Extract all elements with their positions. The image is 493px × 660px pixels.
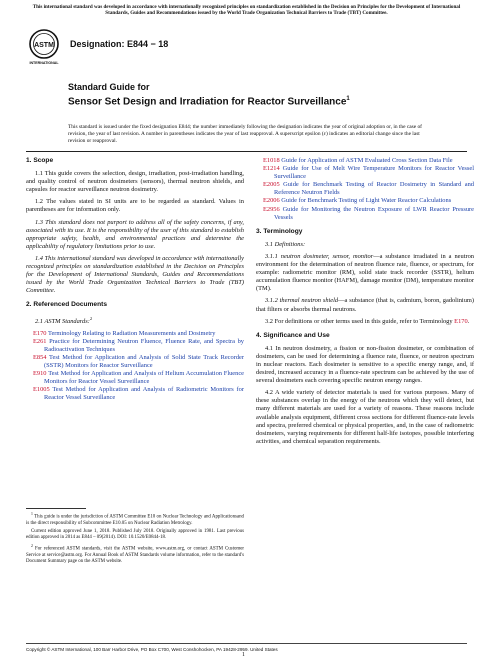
issuance-note: This standard is issued under the fixed designation E844; the number immediately following the designation indicates the year of original adoption or, in the case of revision, the year of last revision. A number in parentheses indicates the year of last reapproval. A superscript epsilon (ε) indicates an editorial change since the last revision or reapproval.: [68, 124, 422, 144]
tbt-notice: This international standard was developed in accordance with internationally recognized principles on standardization established in the Decision on Principles for the Development of International Standards, Guides and Recommendations issued by the World Trade Organization Technical Barriers to Trade (TBT) Committee.: [32, 4, 461, 17]
refdocs-intro: 2.1 ASTM Standards:$^2$: [35, 315, 93, 325]
ref-item[interactable]: E910 Test Method for Application and Analysis of Helium Accumulation Fluence Monitors for Reactor Vessel Surveillance: [33, 370, 244, 386]
terminology-p2: 3.1.1 neutron dosimeter, sensor, monitor—a substance irradiated in a neutron environment for the determination of neutron fluence rate, fluence, or spectrum, for example: radiometric monitor (RM), solid state track recorder (SSTR), helium accumulation fluence monitor (HAFM), damage monitor (DM), temperature monitor (TM).: [256, 252, 474, 293]
terminology-heading: 3. Terminology: [256, 227, 303, 235]
terminology-p1: 3.1 Definitions:: [265, 240, 306, 248]
title-line-2: Sensor Set Design and Irradiation for Reactor Surveillance$^1$: [68, 96, 350, 108]
title-footnote-marker: 1: [346, 96, 350, 102]
footnote-1: $^1$ This guide is under the jurisdiction of ASTM Committee E10 on Nuclear Technology and Applicationsand is the direct responsibility of Subcommittee E10.05 on Nuclear Radiation Metrology.: [26, 512, 244, 526]
scope-p4: 1.4 This international standard was developed in accordance with internationally recognized principles on standardization established in the Decision on Principles for the Development of International Standards, Guides and Recommendations issued by the World Trade Organization Technical Barriers to Trade (TBT) Committee.: [26, 254, 244, 295]
terminology-p3: 3.1.2 thermal neutron shield—a substance (that is, cadmium, boron, gadolinium) that filters or absorbs thermal neutrons.: [256, 297, 474, 313]
footnotes: [26, 511, 244, 568]
title-line-1: Standard Guide for: [68, 82, 150, 92]
significance-p1: 4.1 In neutron dosimetry, a fission or non-fission dosimeter, or combination of dosimeters, can be used for determining a fluence rate, fluence, or neutron spectrum in nuclear reactors. Each dosimeter is sensitive to a specific energy range, and, if desired, increased accuracy in a fluence-rate spectrum can be achieved by the use of several dosimeters each covering specific neutron energy ranges.: [256, 344, 474, 385]
ref-item[interactable]: E2005 Guide for Benchmark Testing of Reactor Dosimetry in Standard and Reference Neutron Fields: [263, 181, 474, 197]
ref-item[interactable]: E1214 Guide for Use of Melt Wire Temperature Monitors for Reactor Vessel Surveillance: [263, 165, 474, 181]
ref-item[interactable]: E854 Test Method for Application and Analysis of Solid State Track Recorder (SSTR) Monitors for Reactor Surveillance: [33, 354, 244, 370]
ref-item[interactable]: E261 Practice for Determining Neutron Fluence, Fluence Rate, and Spectra by Radioactivation Techniques: [33, 337, 244, 353]
footer-rule: [26, 643, 467, 644]
copyright-line: Copyright © ASTM International, 100 Barr Harbor Drive, PO Box C700, West Conshohocken, PA 19428-2959. United States: [26, 647, 278, 652]
terminology-p4: 3.2 For definitions or other terms used in this guide, refer to Terminology E170.: [265, 317, 470, 325]
ref-item[interactable]: E1005 Test Method for Application and Analysis of Radiometric Monitors for Reactor Vessel Surveillance: [33, 386, 245, 402]
svg-text:INTERNATIONAL: INTERNATIONAL: [29, 61, 59, 65]
astm-logo: [26, 28, 62, 66]
title-block: [68, 82, 350, 108]
ref-item[interactable]: E2956 Guide for Monitoring the Neutron Exposure of LWR Reactor Pressure Vessels: [263, 205, 474, 221]
ref-item[interactable]: E170 Terminology Relating to Radiation Measurements and Dosimetry: [33, 329, 216, 337]
significance-heading: 4. Significance and Use: [256, 331, 330, 339]
ref-item[interactable]: E1018 Guide for Application of ASTM Evaluated Cross Section Data File: [263, 157, 453, 164]
significance-p2: 4.2 A wide variety of detector materials is used for various purposes. Many of these substances overlap in the energy of the neutrons which they will detect, but many different materials are used for a variety of reasons. These reasons include available analysis equipment, different cross sections for different fluence-rate levels and spectra, preferred chemical or physical properties, and, in the case of radiometric dosimeters, varying requirements for different half-life isotopes, possible interfering activities, and chemical separation requirements.: [256, 389, 474, 445]
refdocs-list-left: [26, 330, 244, 403]
page-number: 1: [242, 652, 245, 658]
footnote-1b: Current edition approved June 1, 2018. Published July 2018. Originally approved in 1981. Last previous edition approved in 2014 as E844 – 09(2014). DOI: 10.1520/E0844-18.: [26, 529, 244, 541]
refdocs-heading: 2. Referenced Documents: [26, 301, 107, 309]
header-rule: [26, 151, 467, 152]
ref-item[interactable]: E2006 Guide for Benchmark Testing of Light Water Reactor Calculations: [263, 197, 452, 205]
footnote-2: $^2$ For referenced ASTM standards, visit the ASTM website, www.astm.org, or contact ASTM Customer Service at service@astm.org. For Annual Book of ASTM Standards volume information, refer to the standard's Document Summary page on the ASTM website.: [26, 544, 244, 565]
left-column: [26, 157, 244, 403]
scope-heading: 1. Scope: [26, 157, 54, 164]
scope-p2: 1.2 The values stated in SI units are to be regarded as standard. Values in parentheses are for information only.: [26, 198, 244, 214]
scope-p3: 1.3 This standard does not purport to address all of the safety concerns, if any, associated with its use. It is the responsibility of the user of this standard to establish appropriate safety, health, and environmental practices and determine the applicability of regulatory limitations prior to use.: [26, 218, 244, 250]
scope-p1: 1.1 This guide covers the selection, design, irradiation, post-irradiation handling, and quality control of neutron dosimeters (sensors), thermal neutron shields, and capsules for reactor surveillance neutron dosimetry.: [26, 170, 244, 194]
refdocs-list-right: [256, 157, 474, 222]
svg-text:ASTM: ASTM: [34, 42, 54, 49]
right-column: [256, 157, 474, 450]
footnote-rule: [26, 508, 86, 509]
ref-link-e170[interactable]: E170: [454, 317, 468, 325]
designation: Designation: E844 − 18: [70, 39, 169, 49]
